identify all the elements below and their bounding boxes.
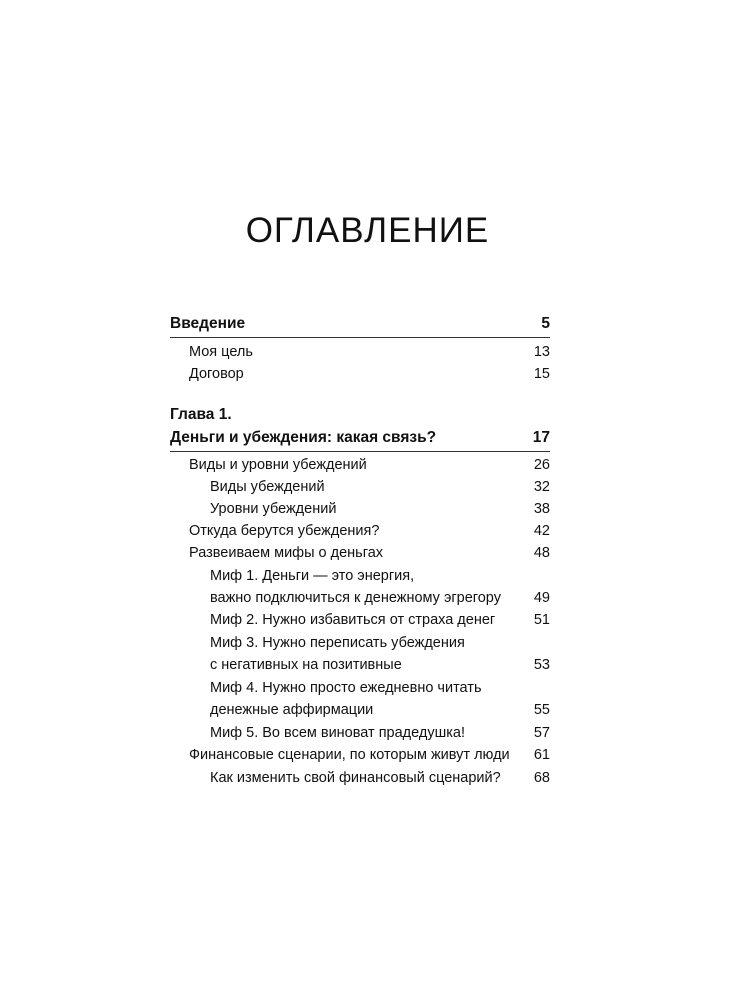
toc-entry[interactable]	[170, 588, 550, 608]
toc-entry[interactable]	[170, 723, 550, 743]
toc-entry-label: Миф 2. Нужно избавиться от страха денег	[210, 612, 496, 628]
toc-entry[interactable]	[170, 655, 550, 675]
toc-entry[interactable]	[170, 700, 550, 720]
toc-entry-page: 48	[533, 545, 550, 561]
toc-entry[interactable]	[170, 768, 550, 788]
toc-entry[interactable]	[170, 364, 550, 384]
toc-entry-label: Миф 1. Деньги — это энергия,	[210, 568, 415, 584]
toc-entry-page: 55	[533, 702, 550, 718]
toc-entry-page: 51	[533, 612, 550, 628]
toc-entry-chapter1[interactable]	[170, 428, 550, 448]
toc-entry[interactable]	[170, 543, 550, 563]
toc-entry-page: 5	[541, 315, 550, 332]
toc-entry-page: 13	[533, 344, 550, 360]
toc-chapter-number: Глава 1.	[170, 406, 232, 423]
toc-entry-page: 15	[533, 366, 550, 382]
toc-entry-label: Введение	[170, 315, 246, 332]
toc-entry-label: Миф 5. Во всем виноват прадедушка!	[210, 725, 465, 741]
toc-entry-label: Миф 4. Нужно просто ежедневно читать	[210, 680, 482, 696]
toc-entry[interactable]	[170, 499, 550, 519]
toc-entry[interactable]	[170, 455, 550, 475]
toc-entry[interactable]	[170, 521, 550, 541]
toc-chapter-heading[interactable]	[170, 405, 550, 425]
toc-entry[interactable]	[170, 566, 550, 586]
toc-entry-page: 42	[533, 523, 550, 539]
separator	[170, 337, 550, 338]
toc-entry-page: 38	[533, 501, 550, 517]
toc-entry-label: Финансовые сценарии, по которым живут люди	[189, 747, 510, 763]
toc-entry[interactable]	[170, 633, 550, 653]
toc-entry-page: 53	[533, 657, 550, 673]
toc-entry-page: 57	[533, 725, 550, 741]
toc-entry-label: Развеиваем мифы о деньгах	[189, 545, 384, 561]
toc-entry[interactable]	[170, 477, 550, 497]
toc-entry-page: 68	[533, 770, 550, 786]
toc-entry-label: Уровни убеждений	[210, 501, 337, 517]
separator	[170, 451, 550, 452]
page-title: ОГЛАВЛЕНИЕ	[245, 211, 490, 250]
toc-entry[interactable]	[170, 745, 550, 765]
toc-entry-label: Договор	[189, 366, 244, 382]
toc-entry-label: денежные аффирмации	[210, 702, 374, 718]
toc-entry[interactable]	[170, 342, 550, 362]
toc-entry[interactable]	[170, 610, 550, 630]
toc-entry-intro[interactable]	[170, 314, 550, 334]
toc-entry-label: Виды и уровни убеждений	[189, 457, 367, 473]
toc-entry-label: Миф 3. Нужно переписать убеждения	[210, 635, 465, 651]
toc-entry-page: 32	[533, 479, 550, 495]
toc-entry-page: 61	[533, 747, 550, 763]
toc-entry-page: 17	[532, 429, 550, 446]
toc-entry-label: важно подключиться к денежному эгрегору	[210, 590, 501, 606]
toc-entry-label: Виды убеждений	[210, 479, 325, 495]
toc-entry-label: Деньги и убеждения: какая связь?	[170, 429, 437, 446]
toc-entry-label: Как изменить свой финансовый сценарий?	[210, 770, 501, 786]
toc-entry-page: 49	[533, 590, 550, 606]
toc-entry-label: с негативных на позитивные	[210, 657, 402, 673]
toc-entry-label: Моя цель	[189, 344, 253, 360]
toc-entry-label: Откуда берутся убеждения?	[189, 523, 380, 539]
toc-entry[interactable]	[170, 678, 550, 698]
toc-entry-page: 26	[533, 457, 550, 473]
